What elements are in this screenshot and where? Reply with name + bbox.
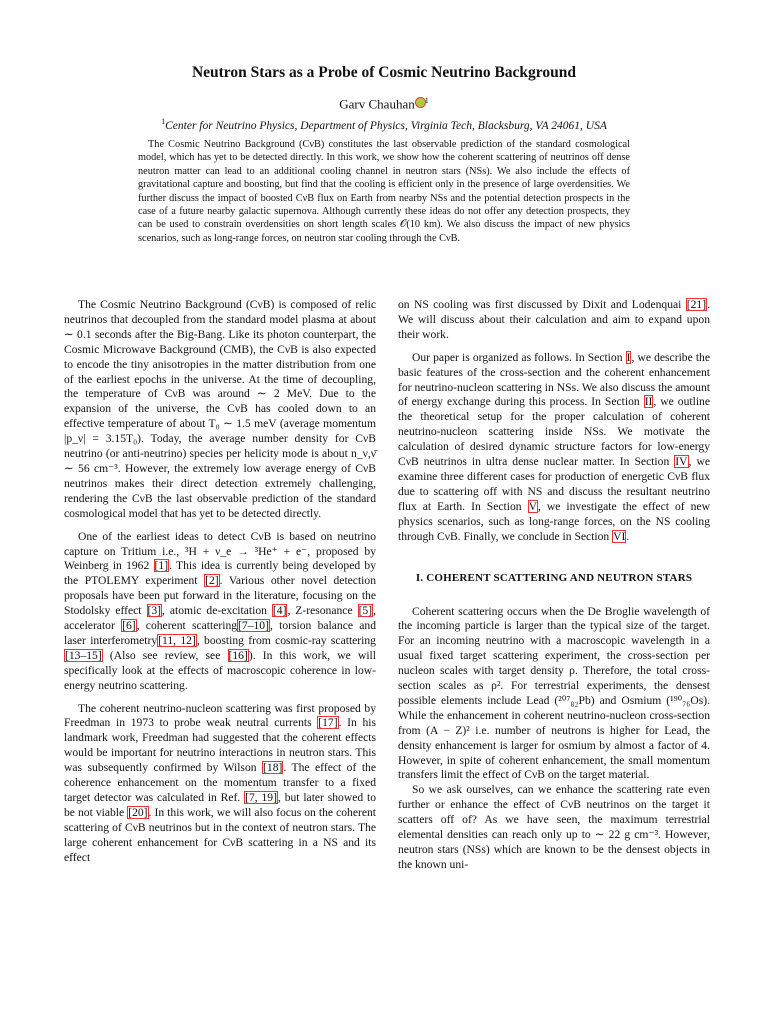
citation-link[interactable]: [7, 19]	[245, 791, 277, 804]
paragraph-coherent-history: The coherent neutrino-nucleon scattering was first proposed by Freedman in 1973 to probe weak neutral currents [17]. In his landmark work, Freedman had suggested that the coherent effects would be important for neutrino interactions in neutron stars. This was subsequently confirmed by Wilson [18]. The effect of the coherence enhancement on the momentum transfer to a fixed target detector was calculated in Ref. [7, 19], but later showed to be not viable [20]. In this work, we will also focus on the coherent scattering of CνB neutrinos but in the context of neutron stars. The large coherent enhancement for CνB scattering in a NS and its effect	[64, 701, 377, 864]
paragraph-continuation: on NS cooling was first discussed by Dixit and Lodenquai [21]. We will discuss about their calculation and aim to expand upon their work.	[398, 298, 710, 341]
left-column	[64, 298, 376, 866]
section-link[interactable]: V	[528, 499, 537, 513]
citation-link[interactable]: [11, 12]	[158, 633, 196, 647]
section-link[interactable]: VI	[613, 529, 626, 543]
orcid-icon[interactable]	[416, 98, 425, 107]
citation-link[interactable]: [18]	[263, 761, 283, 775]
affiliation-mark: 1	[161, 117, 166, 126]
citation-link[interactable]: [13–15]	[65, 648, 102, 662]
paragraph-densities: So we ask ourselves, can we enhance the scattering rate even further or enhance the effect of CνB neutrinos on the target it scatters off of? As we have seen, the maximum terrestrial elemental densities can reach only up to ∼ 22 g cm⁻³. However, neutron stars (NSs) which are known to be the densest objects in the known uni-	[398, 783, 710, 871]
citation-link[interactable]: [1]	[154, 559, 169, 573]
right-column	[398, 298, 710, 873]
section-link[interactable]: IV	[675, 455, 688, 469]
citation-link[interactable]: [3]	[147, 604, 162, 618]
citation-link[interactable]: [16]	[228, 648, 248, 662]
citation-link[interactable]: [17]	[318, 716, 338, 730]
section-heading: I. COHERENT SCATTERING AND NEUTRON STARS	[415, 571, 693, 584]
citation-link[interactable]: [4]	[272, 604, 287, 618]
paragraph-intro: The Cosmic Neutrino Background (CνB) is composed of relic neutrinos that decoupled from the standard model plasma at about ∼ 0.1 seconds after the Big-Bang. Like its photon counterpart, the Cosmic Microwave Background (CMB), the CνB is also expected to encode the tiny anisotropies in the matter distribution from one of the earliest epochs in the universe. At the time of decoupling, the temperature of CνB was around ∼ 2 MeV. Due to the expansion of the universe, the CνB has cooled down to an effective temperature of about T₀ ∼ 1.5 meV (average momentum |p_ν| = 3.15T₀). Today, the average number density for CνB neutrino (or anti-neutrino) species per helicity mode is about n_ν,ν̄ ∼ 56 cm⁻³. However, the extremely low average energy of CνB neutrinos makes their direct detection extremely challenging, rendering the CνB the last observable prediction of the standard cosmological model that has yet to be detected directly.	[64, 298, 376, 520]
section-link[interactable]: I	[626, 350, 631, 364]
citation-link[interactable]: [6]	[122, 619, 136, 633]
citation-link[interactable]: [5]	[358, 604, 373, 618]
paper-title: Neutron Stars as a Probe of Cosmic Neutrino Background	[191, 64, 577, 81]
author-affiliation-mark: 1	[424, 96, 429, 105]
affiliation-text: Center for Neutrino Physics, Department of Physics, Virginia Tech, Blacksburg, VA 24061, USA	[165, 119, 607, 132]
citation-link[interactable]: [20]	[128, 805, 148, 819]
paragraph-detection-ideas: One of the earliest ideas to detect CνB is based on neutrino capture on Tritium i.e., ³H + ν_e → ³He⁺ + e⁻, proposed by Weinberg in 1962 [1]. This idea is currently being developed by the PTOLEMY experiment [2]. Various other novel detection proposals have been put forward in the literature, focusing on the Stodolsky effect [3], atomic de-excitation [4], Z-resonance [5], accelerator [6], coherent scattering[7–10], torsion balance and laser interferometry[11, 12], boosting from cosmic-ray scattering [13–15] (Also see review, see [16]). In this work, we will specifically look at the effects of macroscopic coherence in low-energy neutrino scattering.	[64, 529, 376, 692]
citation-link[interactable]: [7–10]	[238, 619, 269, 633]
author-name: Garv Chauhan	[339, 96, 415, 112]
affiliation-line	[0, 117, 768, 132]
author-line	[0, 96, 768, 112]
paragraph-organization: Our paper is organized as follows. In Section I, we describe the basic features of the cross-section and the coherent enhancement for neutrino-nucleon scattering in NSs. We also discuss the amount of energy exchange during this process. In Section II, we outline the theoretical setup for the proper calculation of coherent neutrino-nucleon scattering inside NSs. We motivate the calculation of desired dynamic structure factors for low-energy CνB neutrinos in ultra dense nuclear matter. In Section IV, we examine three different cases for production of energetic CνB flux due to scattering off with NS and discuss the resultant neutrino flux at Earth. In Section V, we investigate the effect of new physics scenarios, such as long-range forces, on the NS cooling through CνB. Finally, we conclude in Section VI.	[398, 350, 711, 543]
abstract: The Cosmic Neutrino Background (CνB) constitutes the last observable prediction of the standard cosmological model, which has yet to be detected directly. In this work, we show how the coherent scattering of neutrinos off dense neutron matter can lead to an additional cooling channel in neutron stars (NSs). We also include the effects of gravitational capture and boosting, but find that the cooling is efficient only in the presence of large overdensities. We further discuss the impact of boosted CνB flux on Earth from nearby NSs and the potential detection prospects in the case of a future nearby galactic supernova. Although currently these ideas do not offer any detection prospects, they can be used to constrain overdensities on short length scales 𝒪(10 km). We also discuss the impact of new physics scenarios, such as long-range forces, on neutron star cooling through the CνB.	[138, 139, 630, 244]
citation-link[interactable]: [2]	[205, 574, 219, 588]
paragraph-coherent-scattering: Coherent scattering occurs when the De Broglie wavelength of the incoming particle is larger than the typical size of the target. For an incoming neutrino with a macroscopic wavelength in a usual fixed target scattering experiment, the cross-section per nucleon scales with target density ρ. Therefore, the total cross-section scales as ρ². For terrestrial experiments, the densest possible elements include Lead (²⁰⁷₈₂Pb) and Osmium (¹⁹⁰₇₆Os). While the enhancement in coherent neutrino-nucleon cross-section from (A − Z)² i.e. number of neutrons is higher for Lead, the density enhancement is larger for osmium by almost a factor of 4. However, in spite of coherent enhancement, the small momentum transfers limit the effect of CνB on the target material.	[398, 604, 710, 782]
section-link[interactable]: II	[644, 395, 653, 409]
citation-link[interactable]: [21]	[686, 298, 707, 311]
